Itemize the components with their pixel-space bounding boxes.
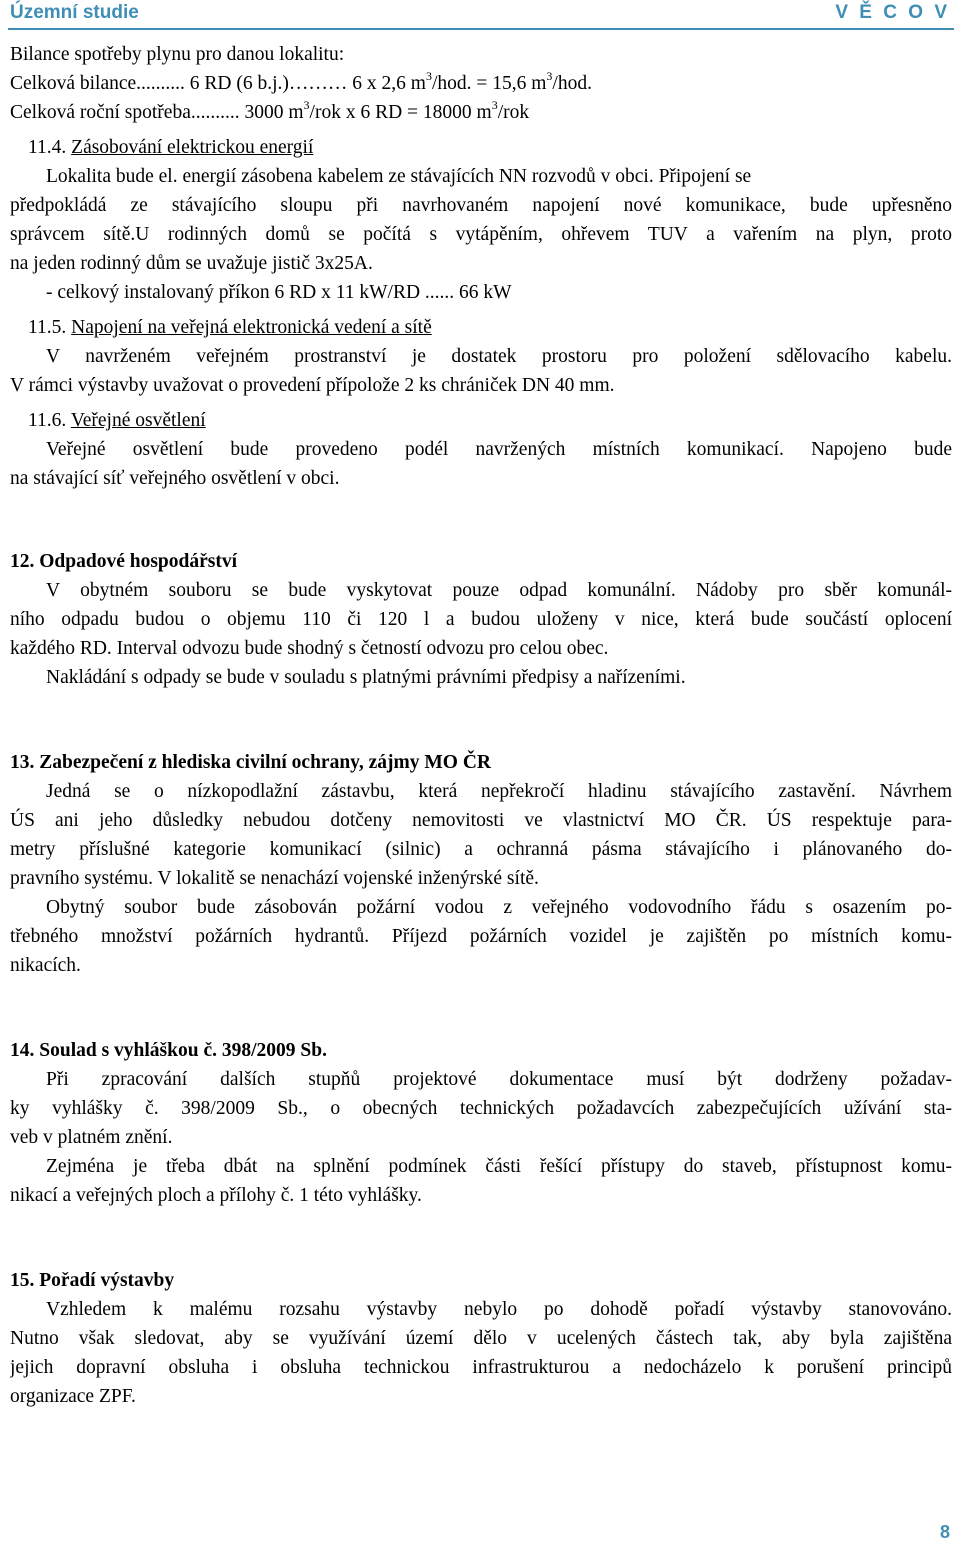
s115-line-1: V rámci výstavby uvažovat o provedení přípolože 2 ks chrániček DN 40 mm.: [10, 375, 615, 396]
s116-line-0: Veřejné osvětlení bude provedeno podél navržených místních komunikací. Napojeno bude: [46, 439, 952, 460]
balance-title: Bilance spotřeby plynu pro danou lokalitu:: [10, 44, 345, 65]
s13-line-2: metry příslušné kategorie komunikací (silnic) a ochranná pásma stávajícího i plánovaného do-: [10, 839, 952, 860]
s115-line-0: V navrženém veřejném prostranství je dostatek prostoru pro položení sdělovacího kabelu.: [46, 346, 952, 367]
section-13-heading: 13. Zabezpečení z hlediska civilní ochrany, zájmy MO ČR: [10, 752, 491, 773]
document-body: [10, 40, 952, 1411]
s13-line-4: Obytný soubor bude zásobován požární vodou z veřejného vodovodního řádu s osazením po-: [46, 897, 952, 918]
s114-line-0: Lokalita bude el. energií zásobena kabelem ze stávajících NN rozvodů v obci. Připojení se: [46, 166, 752, 187]
s12-line-0: V obytném souboru se bude vyskytovat pouze odpad komunální. Nádoby pro sběr komunál-: [46, 580, 952, 601]
s14-line-1: ky vyhlášky č. 398/2009 Sb., o obecných technických požadavcích zabezpečujících užívání sta-: [10, 1098, 952, 1119]
s13-line-6: nikacích.: [10, 955, 81, 976]
s116-line-1: na stávající síť veřejného osvětlení v obci.: [10, 468, 340, 489]
header-rule: [8, 28, 954, 30]
section-11-4-heading: 11.4. Zásobování elektrickou energií: [28, 137, 314, 158]
section-15-heading: 15. Pořadí výstavby: [10, 1270, 175, 1291]
s12-line-1: ního odpadu budou o objemu 110 či 120 l a budou uloženy v nice, která bude součástí oplocení: [10, 609, 952, 630]
s14-line-0: Při zpracování dalších stupňů projektové dokumentace musí být dodrženy požadav-: [46, 1069, 952, 1090]
s13-line-3: pravního systému. V lokalitě se nenachází vojenské inženýrské sítě.: [10, 868, 539, 889]
s15-line-0: Vzhledem k malému rozsahu výstavby nebylo po dohodě pořadí výstavby stanovováno.: [46, 1299, 952, 1320]
s14-line-4: nikací a veřejných ploch a přílohy č. 1 této vyhlášky.: [10, 1185, 422, 1206]
s14-line-2: veb v platném znění.: [10, 1127, 173, 1148]
s15-line-2: jejich dopravní obsluha i obsluha technickou infrastrukturou a nedocházelo k porušení principů: [10, 1357, 952, 1378]
s114-line-4: - celkový instalovaný příkon 6 RD x 11 kW/RD ...... 66 kW: [46, 282, 512, 303]
s13-line-5: třebného množství požárních hydrantů. Příjezd požárních vozidel je zajištěn po místních komu-: [10, 926, 952, 947]
section-14-heading: 14. Soulad s vyhláškou č. 398/2009 Sb.: [10, 1040, 327, 1061]
s114-line-3: na jeden rodinný dům se uvažuje jistič 3x25A.: [10, 253, 373, 274]
page-header: [8, 0, 954, 28]
header-village: V Ě C O V: [835, 2, 950, 23]
s13-line-1: ÚS ani jeho důsledky nebudou dotčeny nemovitosti ve vlastnictví MO ČR. ÚS respektuje para-: [10, 810, 952, 831]
section-11-5-heading: 11.5. Napojení na veřejná elektronická vedení a sítě: [28, 317, 432, 338]
s15-line-3: organizace ZPF.: [10, 1386, 136, 1407]
s13-line-0: Jedná se o nízkopodlažní zástavbu, která nepřekročí hladinu stávajícího zastavění. Návrhem: [46, 781, 952, 802]
s12-line-2: každého RD. Interval odvozu bude shodný s četností odvozu pro celou obec.: [10, 638, 609, 659]
balance-annual: Celková roční spotřeba.......... 3000 $m^3$/rok x 6 RD = 18000 $m^3$/rok: [10, 98, 530, 123]
section-11-6-heading: 11.6. Veřejné osvětlení: [28, 410, 206, 431]
s12-line-3: Nakládání s odpady se bude v souladu s platnými právními předpisy a nařízeními.: [46, 667, 686, 688]
s114-line-2: správcem sítě.U rodinných domů se počítá s vytápěním, ohřevem TUV a vařením na plyn, proto: [10, 224, 952, 245]
s14-line-3: Zejména je třeba dbát na splnění podmínek části řešící přístupy do staveb, přístupnost komu-: [46, 1156, 952, 1177]
s15-line-1: Nutno však sledovat, aby se využívání území dělo v ucelených částech tak, aby byla zajištěna: [10, 1328, 952, 1349]
balance-total: Celková bilance.......... 6 RD (6 b.j.)……… 6 x 2,6 $m^3$/hod. = 15,6 $m^3$/hod.: [10, 69, 592, 94]
page-number: 8: [939, 1522, 950, 1542]
s114-line-1: předpokládá ze stávajícího sloupu při navrhovaném napojení nové komunikace, bude upřesněno: [10, 195, 952, 216]
header-title: Územní studie: [10, 2, 139, 23]
section-12-heading: 12. Odpadové hospodářství: [10, 551, 238, 572]
